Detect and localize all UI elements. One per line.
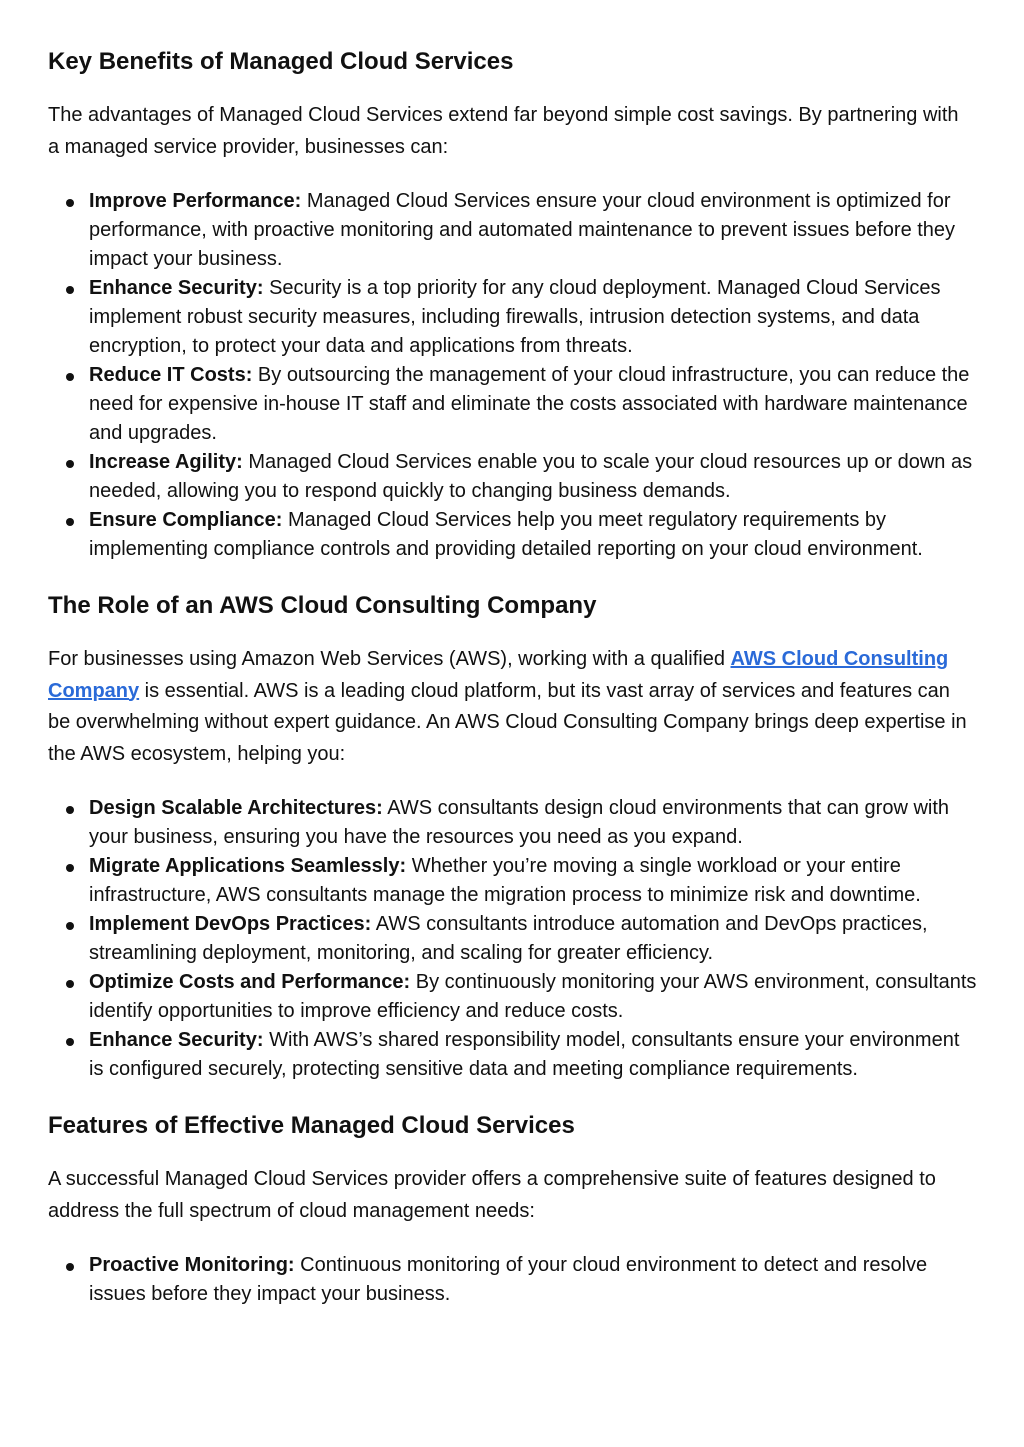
aws-consulting-link[interactable]: AWS Cloud Consulting Company <box>48 648 949 702</box>
list-item <box>48 968 979 1026</box>
list-item <box>48 274 979 361</box>
section-intro: The advantages of Managed Cloud Services extend far beyond simple cost savings. By partnering with a managed service provider, businesses can: <box>48 104 959 158</box>
intro-text-before-link: For businesses using Amazon Web Services (AWS), working with a qualified <box>48 648 731 670</box>
list-item-text: AWS consultants introduce automation and DevOps practices, streamlining deployment, monitoring, and scaling for greater efficiency. <box>89 913 928 964</box>
list-item-text: Managed Cloud Services enable you to scale your cloud resources up or down as needed, allowing you to respond quickly to changing business demands. <box>89 451 973 502</box>
list-item-text: By continuously monitoring your AWS environment, consultants identify opportunities to improve efficiency and reduce costs. <box>89 971 977 1022</box>
section-heading: The Role of an AWS Cloud Consulting Company <box>48 592 597 619</box>
list-item-term: Migrate Applications Seamlessly: <box>89 855 407 877</box>
bullet-icon <box>66 199 74 207</box>
list-item <box>48 910 979 968</box>
list-item-term: Implement DevOps Practices: <box>89 913 372 935</box>
section-key-benefits <box>48 46 976 564</box>
list-item-text: Whether you’re moving a single workload or your entire infrastructure, AWS consultants manage the migration process to minimize risk and downtime. <box>89 855 921 906</box>
intro-text-after-link: is essential. AWS is a leading cloud platform, but its vast array of services and features can be overwhelming without expert guidance. An AWS Cloud Consulting Company brings deep expertise in the AWS ecosystem, helping you: <box>48 679 967 765</box>
bullet-icon <box>66 806 74 814</box>
consulting-list <box>48 794 976 1084</box>
section-intro: A successful Managed Cloud Services provider offers a comprehensive suite of features designed to address the full spectrum of cloud management needs: <box>48 1168 936 1222</box>
list-item <box>48 794 979 852</box>
bullet-icon <box>66 518 74 526</box>
list-item-text: By outsourcing the management of your cloud infrastructure, you can reduce the need for expensive in-house IT staff and eliminate the costs associated with hardware maintenance and upgrades. <box>89 364 970 444</box>
bullet-icon <box>66 922 74 930</box>
list-item-term: Ensure Compliance: <box>89 509 283 531</box>
section-intro <box>48 644 973 770</box>
list-item-term: Enhance Security: <box>89 1029 264 1051</box>
bullet-icon <box>66 286 74 294</box>
list-item-term: Reduce IT Costs: <box>89 364 253 386</box>
section-heading: Features of Effective Managed Cloud Services <box>48 1112 575 1139</box>
section-features <box>48 1110 976 1309</box>
list-item <box>48 187 979 274</box>
list-item-text: With AWS’s shared responsibility model, consultants ensure your environment is configured securely, protecting sensitive data and meeting compliance requirements. <box>89 1029 960 1080</box>
list-item <box>48 1026 979 1084</box>
list-item-term: Design Scalable Architectures: <box>89 797 383 819</box>
list-item <box>48 852 979 910</box>
bullet-icon <box>66 980 74 988</box>
list-item-text: Managed Cloud Services help you meet regulatory requirements by implementing compliance controls and providing detailed reporting on your cloud environment. <box>89 509 923 560</box>
list-item-term: Enhance Security: <box>89 277 264 299</box>
list-item-text: Managed Cloud Services ensure your cloud environment is optimized for performance, with proactive monitoring and automated maintenance to prevent issues before they impact your business. <box>89 190 956 270</box>
list-item <box>48 1251 979 1309</box>
bullet-icon <box>66 460 74 468</box>
benefits-list <box>48 187 976 564</box>
bullet-icon <box>66 1263 74 1271</box>
list-item <box>48 506 979 564</box>
section-aws-consulting <box>48 590 976 1084</box>
list-item <box>48 448 979 506</box>
list-item-term: Increase Agility: <box>89 451 243 473</box>
bullet-icon <box>66 1038 74 1046</box>
list-item-term: Proactive Monitoring: <box>89 1254 295 1276</box>
bullet-icon <box>66 864 74 872</box>
list-item-text: AWS consultants design cloud environments that can grow with your business, ensuring you have the resources you need as you expand. <box>89 797 950 848</box>
list-item <box>48 361 979 448</box>
list-item-term: Improve Performance: <box>89 190 302 212</box>
list-item-term: Optimize Costs and Performance: <box>89 971 411 993</box>
section-heading: Key Benefits of Managed Cloud Services <box>48 48 514 75</box>
features-list <box>48 1251 976 1309</box>
list-item-text: Security is a top priority for any cloud deployment. Managed Cloud Services implement robust security measures, including firewalls, intrusion detection systems, and data encryption, to protect your data and applications from threats. <box>89 277 941 357</box>
bullet-icon <box>66 373 74 381</box>
list-item-text: Continuous monitoring of your cloud environment to detect and resolve issues before they impact your business. <box>89 1254 928 1305</box>
